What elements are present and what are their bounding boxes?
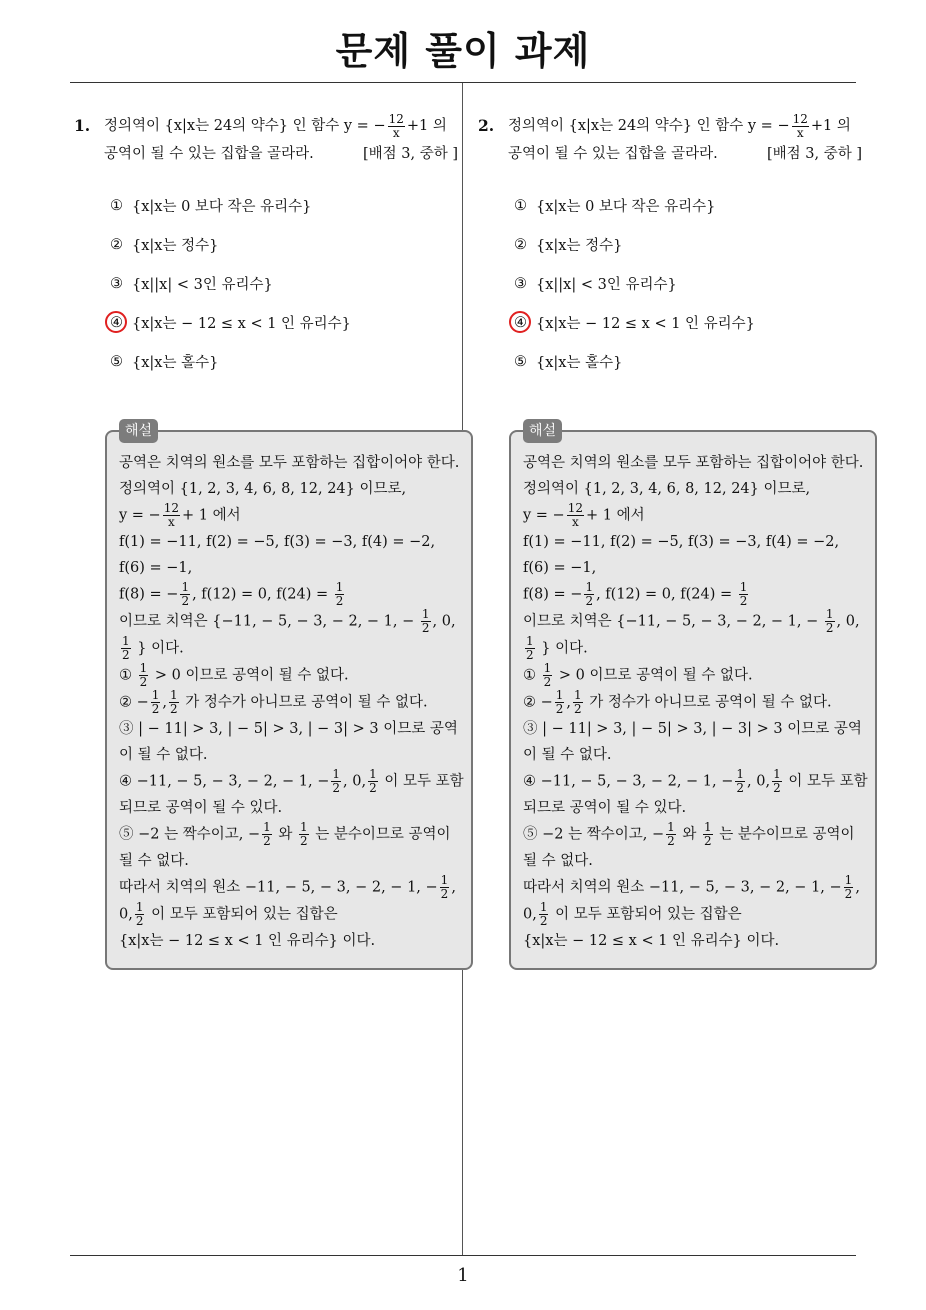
fraction: $\frac{1}{2}$ bbox=[263, 820, 271, 848]
solution-line: ④ −11, − 5, − 3, − 2, − 1, − $\frac{1}{2}$ , 0, $\frac{1}{2}$ 이 모두 포함되므로 공역이 될 수 있다. bbox=[523, 767, 868, 816]
fraction: $\frac{1}{2}$ bbox=[844, 873, 853, 901]
solution-line: ⑤ −2 는 짝수이고, − $\frac{1}{2}$ 와 $\frac{1}{2}$ 는 분수이므로 공역이 될 수 없다. bbox=[119, 820, 451, 869]
fraction bbox=[388, 113, 405, 140]
choice-number: ① bbox=[514, 197, 527, 214]
solution-line: ① $\frac{1}{2}$ > 0 이므로 공역이 될 수 없다. bbox=[523, 661, 753, 689]
fraction: $\frac{1}{2}$ bbox=[181, 580, 190, 608]
fraction: $\frac{1}{2}$ bbox=[585, 580, 594, 608]
solution-line: f(8) = − $\frac{1}{2}$ , f(12) = 0, f(24) = $\frac{1}{2}$ bbox=[119, 580, 344, 608]
choice-4[interactable] bbox=[110, 303, 458, 342]
selected-answer-circle bbox=[105, 311, 127, 333]
fraction: $\frac{1}{2}$ bbox=[825, 607, 834, 635]
choice-list bbox=[74, 186, 458, 381]
choice-text: {x|x는 정수} bbox=[536, 238, 623, 254]
score-label: [배점 3, 중하 ] bbox=[362, 146, 458, 162]
fraction: $\frac{1}{2}$ bbox=[736, 767, 745, 795]
solution-line: 공역은 치역의 원소를 모두 포함하는 집합이어야 한다. bbox=[119, 455, 460, 471]
fraction: $\frac{1}{2}$ bbox=[539, 900, 548, 928]
fraction: $\frac{1}{2}$ bbox=[773, 767, 781, 795]
question-number: 2. bbox=[478, 116, 495, 135]
choice-1[interactable] bbox=[514, 186, 862, 225]
choice-text: {x||x| < 3인 유리수} bbox=[132, 277, 273, 293]
stem-function: 인 함수 y = − bbox=[696, 118, 790, 134]
solution-line: y = − $\frac{12}{x}$ + 1 에서 bbox=[119, 501, 241, 529]
solution-line: f(1) = −11, f(2) = −5, f(3) = −3, f(4) = −2, f(6) = −1, bbox=[119, 534, 436, 576]
choice-text: {x||x| < 3인 유리수} bbox=[536, 277, 677, 293]
page-number: 1 bbox=[457, 1265, 469, 1286]
choice-3[interactable] bbox=[110, 264, 458, 303]
solution-line: ④ −11, − 5, − 3, − 2, − 1, − $\frac{1}{2}$ , 0, $\frac{1}{2}$ 이 모두 포함되므로 공역이 될 수 있다. bbox=[119, 767, 464, 816]
fraction: $\frac{1}{2}$ bbox=[703, 820, 712, 848]
choice-number: ④ bbox=[110, 315, 132, 331]
solution-box-1 bbox=[105, 423, 473, 970]
solution-line: f(8) = − $\frac{1}{2}$ , f(12) = 0, f(24) = $\frac{1}{2}$ bbox=[523, 580, 748, 608]
solution-box-2 bbox=[509, 423, 877, 970]
fraction: $\frac{1}{2}$ bbox=[170, 688, 178, 716]
stem-line-2: 공역이 될 수 있는 집합을 골라라. bbox=[508, 146, 718, 162]
solution-line: ① $\frac{1}{2}$ > 0 이므로 공역이 될 수 없다. bbox=[119, 661, 349, 689]
question-text bbox=[508, 112, 862, 168]
page-title: 문제 풀이 과제 bbox=[335, 29, 591, 73]
fraction-numerator: 12 bbox=[388, 111, 404, 126]
fraction: $\frac{12}{x}$ bbox=[163, 501, 179, 529]
solution-line: f(1) = −11, f(2) = −5, f(3) = −3, f(4) = −2, f(6) = −1, bbox=[523, 534, 840, 576]
choice-number: ② bbox=[110, 236, 123, 253]
fraction: $\frac{1}{2}$ bbox=[421, 607, 430, 635]
question-stem bbox=[74, 112, 458, 168]
fraction: $\frac{1}{2}$ bbox=[122, 634, 130, 662]
choice-1[interactable] bbox=[110, 186, 458, 225]
fraction: $\frac{1}{2}$ bbox=[299, 820, 308, 848]
choice-2[interactable] bbox=[110, 225, 458, 264]
choice-5[interactable] bbox=[514, 342, 862, 381]
stem-tail: +1 의 bbox=[810, 118, 851, 134]
solution-tag: 해설 bbox=[523, 419, 562, 443]
fraction: $\frac{1}{2}$ bbox=[526, 634, 534, 662]
fraction: $\frac{1}{2}$ bbox=[574, 688, 582, 716]
solution-tag: 해설 bbox=[119, 419, 158, 443]
solution-line: 따라서 치역의 원소 −11, − 5, − 3, − 2, − 1, − $\frac{1}{2}$ , 0, $\frac{1}{2}$ 이 모두 포함되어 있는 집합은 bbox=[119, 873, 456, 928]
fraction: $\frac{1}{2}$ bbox=[555, 688, 564, 716]
choice-number: ⑤ bbox=[514, 353, 527, 370]
choice-5[interactable] bbox=[110, 342, 458, 381]
top-rule bbox=[70, 82, 856, 83]
choice-number: ③ bbox=[110, 275, 123, 292]
question-column-2 bbox=[478, 112, 862, 381]
question-stem bbox=[478, 112, 862, 168]
fraction: $\frac{1}{2}$ bbox=[739, 580, 748, 608]
choice-number: ③ bbox=[514, 275, 527, 292]
choice-text: {x|x는 − 12 ≤ x < 1 인 유리수} bbox=[132, 316, 351, 332]
choice-text: {x|x는 홀수} bbox=[132, 355, 219, 371]
choice-text: {x|x는 0 보다 작은 유리수} bbox=[132, 199, 312, 215]
solution-line: ⑤ −2 는 짝수이고, − $\frac{1}{2}$ 와 $\frac{1}{2}$ 는 분수이므로 공역이 될 수 없다. bbox=[523, 820, 855, 869]
solution-line: 정의역이 {1, 2, 3, 4, 6, 8, 12, 24} 이므로, bbox=[523, 481, 811, 497]
stem-text: 정의역이 bbox=[508, 118, 565, 134]
fraction: $\frac{1}{2}$ bbox=[151, 688, 160, 716]
fraction-numerator: 12 bbox=[792, 111, 808, 126]
fraction-denominator: x bbox=[796, 125, 804, 140]
solution-line: {x|x는 − 12 ≤ x < 1 인 유리수} 이다. bbox=[119, 933, 376, 949]
solution-line: y = − $\frac{12}{x}$ + 1 에서 bbox=[523, 501, 645, 529]
question-number: 1. bbox=[74, 116, 91, 135]
solution-line: ② − $\frac{1}{2}$ , $\frac{1}{2}$ 가 정수가 아니므로 공역이 될 수 없다. bbox=[119, 688, 428, 716]
fraction: $\frac{12}{x}$ bbox=[567, 501, 583, 529]
solution-line: 정의역이 {1, 2, 3, 4, 6, 8, 12, 24} 이므로, bbox=[119, 481, 407, 497]
fraction bbox=[792, 113, 809, 140]
selected-answer-circle bbox=[509, 311, 531, 333]
solution-line: 이므로 치역은 {−11, − 5, − 3, − 2, − 1, − $\frac{1}{2}$ , 0, $\frac{1}{2}$ } 이다. bbox=[523, 607, 860, 662]
score-label: [배점 3, 중하 ] bbox=[766, 146, 862, 162]
fraction: $\frac{1}{2}$ bbox=[369, 767, 377, 795]
stem-function: 인 함수 y = − bbox=[292, 118, 386, 134]
choice-4[interactable] bbox=[514, 303, 862, 342]
choice-text: {x|x는 홀수} bbox=[536, 355, 623, 371]
fraction: $\frac{1}{2}$ bbox=[667, 820, 675, 848]
stem-text: 정의역이 bbox=[104, 118, 161, 134]
choice-text: {x|x는 − 12 ≤ x < 1 인 유리수} bbox=[536, 316, 755, 332]
choice-text: {x|x는 정수} bbox=[132, 238, 219, 254]
domain-set: {x|x는 24의 약수} bbox=[164, 118, 289, 134]
choice-3[interactable] bbox=[514, 264, 862, 303]
choice-list bbox=[478, 186, 862, 381]
question-column-1 bbox=[74, 112, 458, 381]
fraction: $\frac{1}{2}$ bbox=[335, 580, 344, 608]
fraction: $\frac{1}{2}$ bbox=[543, 661, 552, 689]
choice-number: ⑤ bbox=[110, 353, 123, 370]
bottom-rule bbox=[70, 1255, 856, 1256]
solution-line: 공역은 치역의 원소를 모두 포함하는 집합이어야 한다. bbox=[523, 455, 864, 471]
question-text bbox=[104, 112, 458, 168]
solution-line: 이므로 치역은 {−11, − 5, − 3, − 2, − 1, − $\frac{1}{2}$ , 0, $\frac{1}{2}$ } 이다. bbox=[119, 607, 456, 662]
fraction-denominator: x bbox=[392, 125, 400, 140]
fraction: $\frac{1}{2}$ bbox=[440, 873, 449, 901]
choice-number: ④ bbox=[514, 315, 536, 331]
solution-line: {x|x는 − 12 ≤ x < 1 인 유리수} 이다. bbox=[523, 933, 780, 949]
solution-line: 따라서 치역의 원소 −11, − 5, − 3, − 2, − 1, − $\frac{1}{2}$ , 0, $\frac{1}{2}$ 이 모두 포함되어 있는 집합은 bbox=[523, 873, 860, 928]
solution-line: ② − $\frac{1}{2}$ , $\frac{1}{2}$ 가 정수가 아니므로 공역이 될 수 없다. bbox=[523, 688, 832, 716]
domain-set: {x|x는 24의 약수} bbox=[568, 118, 693, 134]
choice-number: ① bbox=[110, 197, 123, 214]
fraction: $\frac{1}{2}$ bbox=[135, 900, 144, 928]
choice-2[interactable] bbox=[514, 225, 862, 264]
fraction: $\frac{1}{2}$ bbox=[332, 767, 341, 795]
fraction: $\frac{1}{2}$ bbox=[139, 661, 148, 689]
stem-line-2: 공역이 될 수 있는 집합을 골라라. bbox=[104, 146, 314, 162]
choice-number: ② bbox=[514, 236, 527, 253]
stem-tail: +1 의 bbox=[406, 118, 447, 134]
solution-line: ③ | − 11| > 3, | − 5| > 3, | − 3| > 3 이므로 공역이 될 수 없다. bbox=[523, 721, 862, 763]
choice-text: {x|x는 0 보다 작은 유리수} bbox=[536, 199, 716, 215]
solution-line: ③ | − 11| > 3, | − 5| > 3, | − 3| > 3 이므로 공역이 될 수 없다. bbox=[119, 721, 458, 763]
